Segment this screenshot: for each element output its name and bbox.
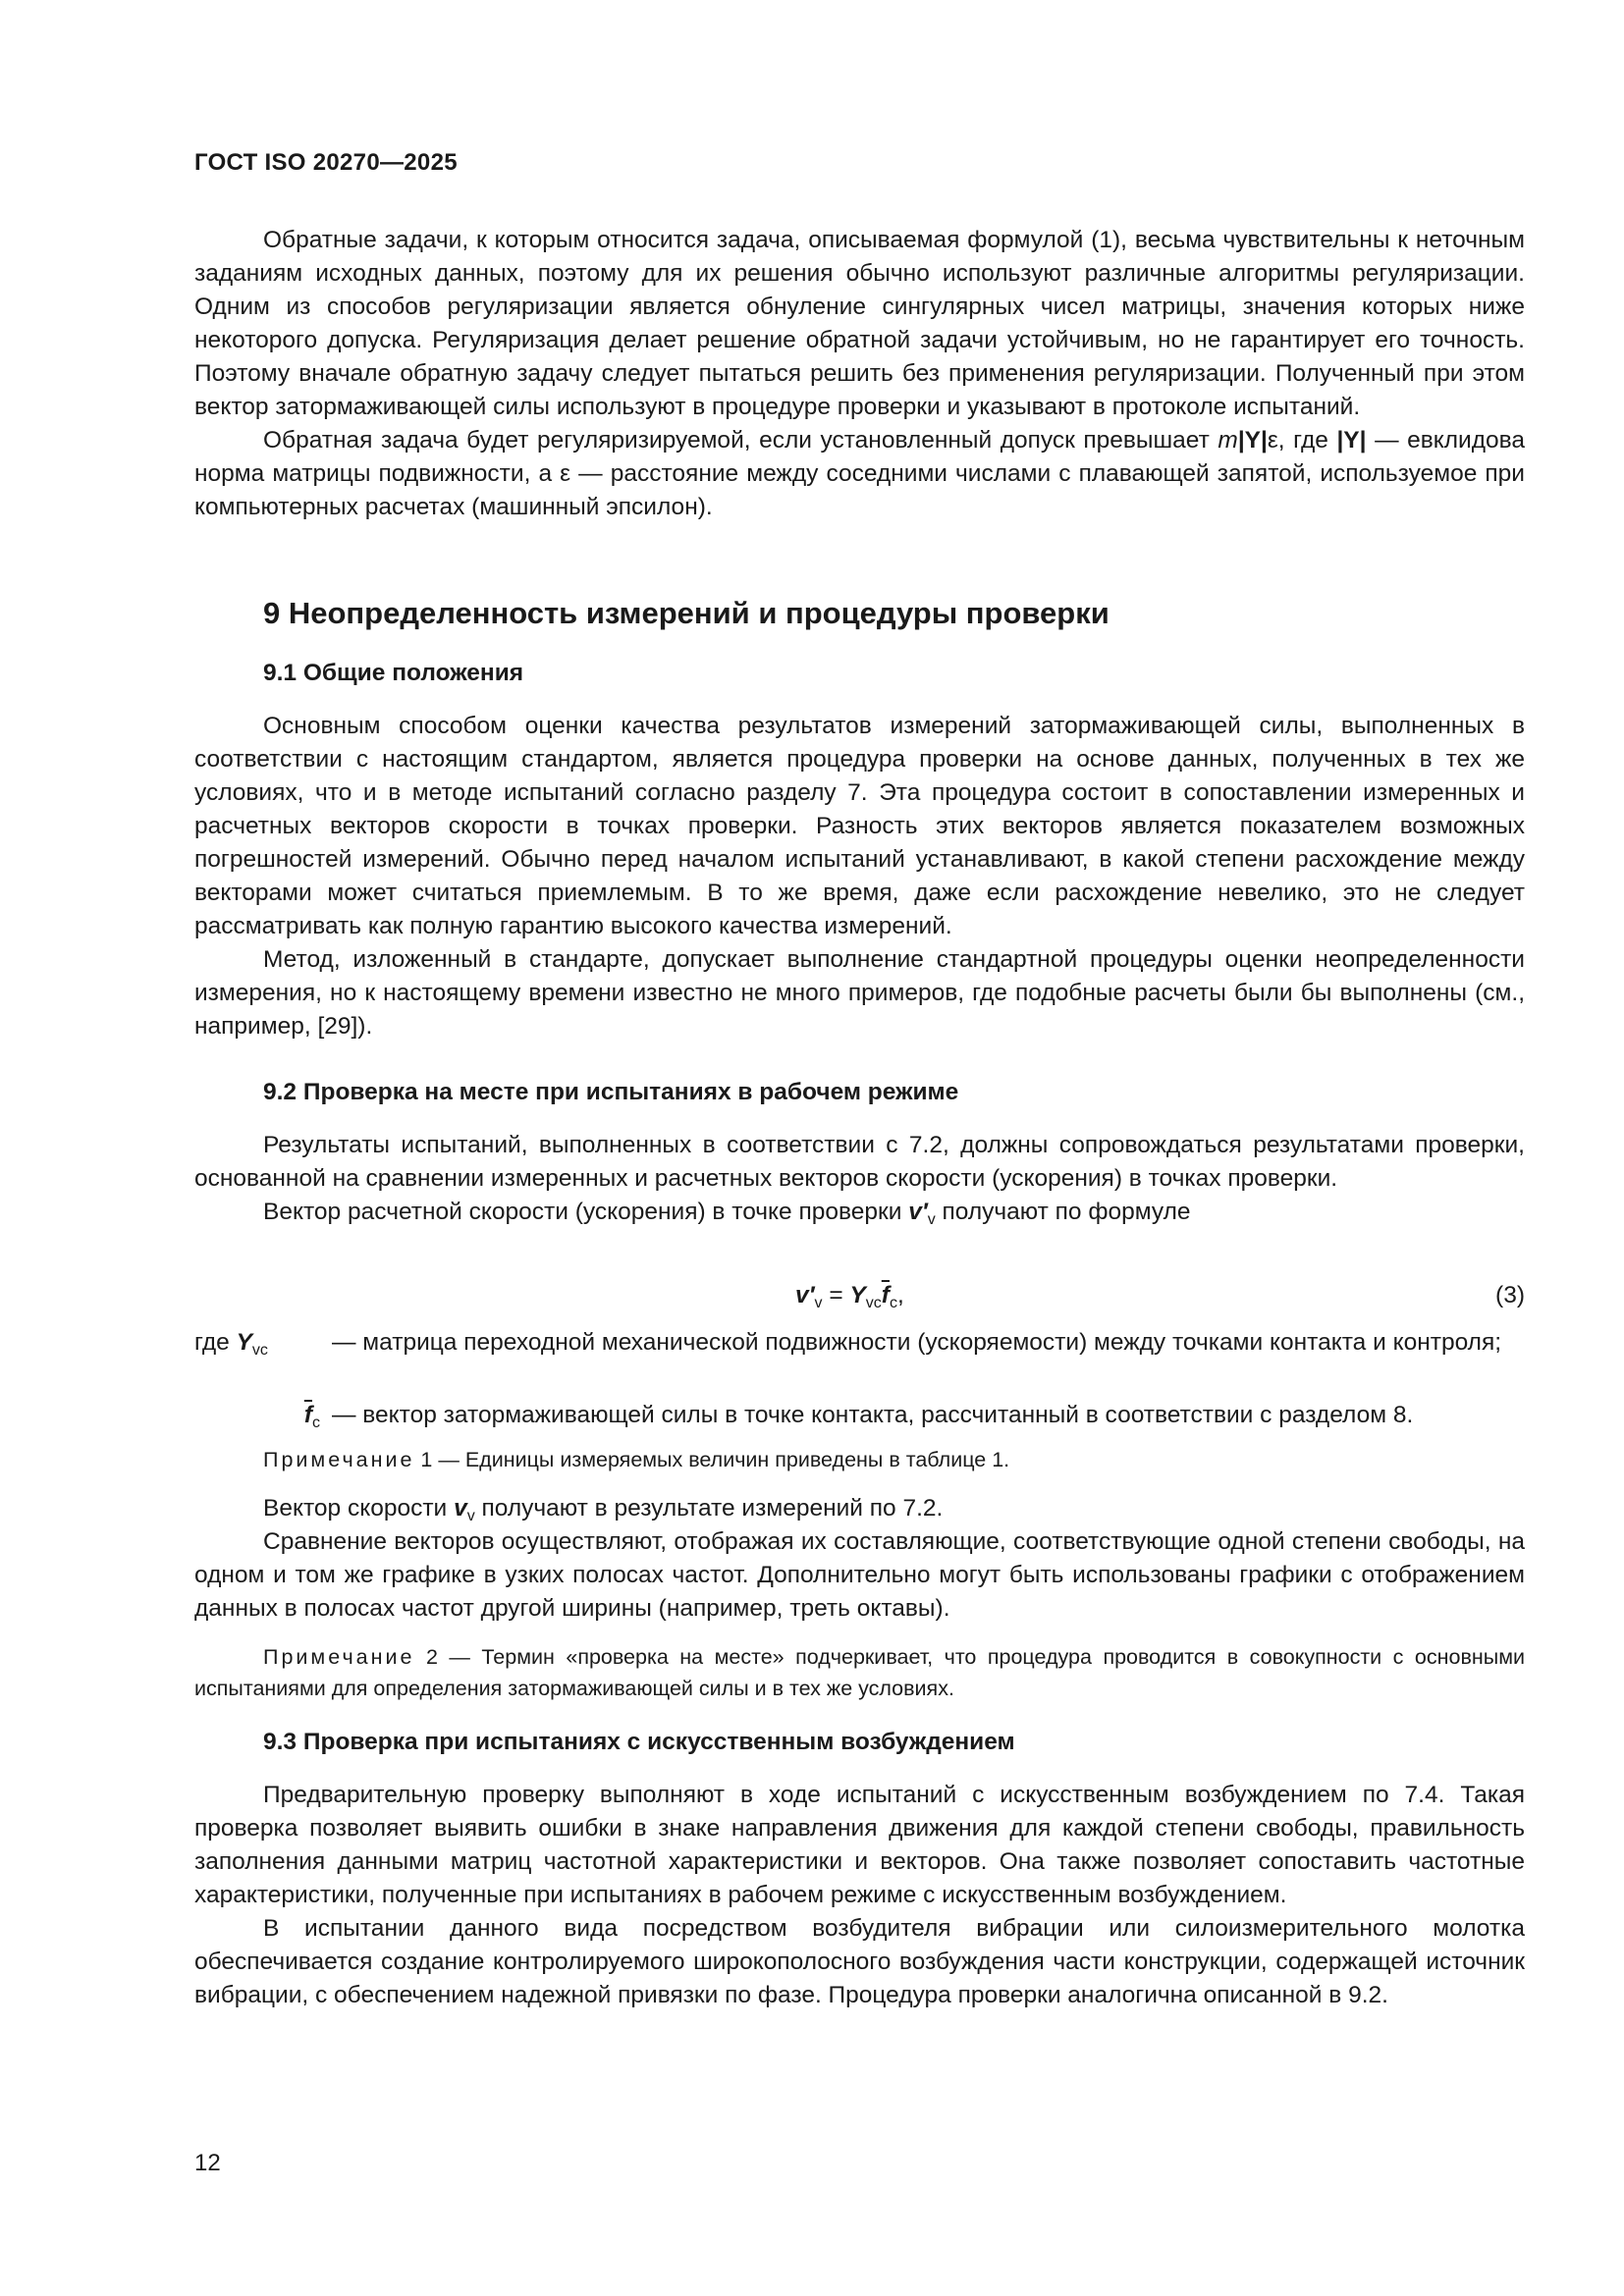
paragraph: Обратная задача будет регуляризируемой, если установленный допуск превышает m|Y|ε, где |Y| — евклидова норма матрицы подвижности, а ε — расстояние между соседними числами с плавающей запятой, используемое при компьютерных расчетах (машинный эпсилон). — [194, 427, 1526, 520]
section-9-3-block — [194, 1779, 1525, 2012]
formula-expression: $v'_v = Y_{vc}\overline{f}_c$, — [795, 1282, 904, 1311]
section-9-1-block — [194, 710, 1525, 1043]
where-item: $\overline{f}_c$ — вектор затормаживающей силы в точке контакта, рассчитанный в соответствии с разделом 8. — [303, 1402, 1414, 1431]
formula-number: (3) — [1495, 1282, 1525, 1308]
paragraph: Обратные задачи, к которым относится задача, описываемая формулой (1), весьма чувствительны к неточным заданиям исходных данных, поэтому для их решения обычно используют различные алгоритмы регуляризации. Одним из способов регуляризации является обнуление сингулярных чисел матрицы, значения которых ниже некоторого допуска. Регуляризация делает решение обратной задачи устойчивым, но не гарантирует его точность. Поэтому вначале обратную задачу следует пытаться решить без применения регуляризации. Полученный при этом вектор затормаживающей силы используют в процедуре проверки и указывают в протоколе испытаний. — [194, 227, 1525, 420]
paragraph: Сравнение векторов осуществляют, отображая их составляющие, соответствующие одной степени свободы, на одном и том же графике в узких полосах частот. Дополнительно могут быть использованы графики с отображением данных в полосах частот другой ширины (например, треть октавы). — [194, 1528, 1525, 1622]
section-9-2-cont — [194, 1492, 1525, 1626]
document-page — [194, 0, 1525, 2296]
subsection-heading: 9.1 Общие положения — [263, 660, 524, 686]
note-2: Примечание 2 — Термин «проверка на месте» подчеркивает, что процедура проводится в совокупности с основными испытаниями для определения затормаживающей силы и в тех же условиях. — [194, 1645, 1525, 1700]
subsection-heading: 9.3 Проверка при испытаниях с искусственным возбуждением — [263, 1729, 1015, 1755]
matrix-norm: |Y| — [1336, 427, 1367, 454]
note-1: Примечание 1 — Единицы измеряемых величин приведены в таблице 1. — [263, 1448, 1010, 1471]
section-9-2-block — [194, 1129, 1525, 1229]
page-number: 12 — [194, 2150, 221, 2176]
paragraph: Метод, изложенный в стандарте, допускает выполнение стандартной процедуры оценки неопределенности измерения, но к настоящему времени известно не много примеров, где подобные расчеты были бы выполнены (см., например, [29]). — [194, 946, 1525, 1040]
formula-3 — [194, 1279, 1525, 1312]
paragraph: Предварительную проверку выполняют в ходе испытаний с искусственным возбуждением по 7.4. Такая проверка позволяет выявить ошибки в знаке направления движения для каждой степени свободы, правильность заполнения данными матриц частотной характеристики и векторов. Она также позволяет сопоставить частотные характеристики, полученные при испытаниях в рабочем режиме с искусственным возбуждением. — [194, 1782, 1525, 1908]
subsection-heading: 9.2 Проверка на месте при испытаниях в рабочем режиме — [263, 1079, 959, 1105]
paragraph: Результаты испытаний, выполненных в соответствии с 7.2, должны сопровождаться результатами проверки, основанной на сравнении измеренных и расчетных векторов скорости (ускорения) в точках проверки. — [194, 1132, 1525, 1192]
paragraph: Вектор скорости $v_v$ получают в результате измерений по 7.2. — [263, 1495, 944, 1524]
intro-block — [194, 224, 1525, 524]
matrix-norm: |Y| — [1237, 427, 1268, 454]
document-header: ГОСТ ISO 20270—2025 — [194, 149, 458, 176]
where-item: где $Y_{vc}$ — матрица переходной механической подвижности (ускоряемости) между точками контакта и контроля; — [194, 1329, 1502, 1359]
section-heading: 9 Неопределенность измерений и процедуры проверки — [263, 596, 1110, 630]
paragraph: Основным способом оценки качества результатов измерений затормаживающей силы, выполненных в соответствии с настоящим стандартом, является процедура проверки на основе данных, полученных в тех же условиях, что и в методе испытаний согласно разделу 7. Эта процедура состоит в сопоставлении измеренных и расчетных векторов скорости в точках проверки. Разность этих векторов является показателем возможных погрешностей измерений. Обычно перед началом испытаний устанавливают, в какой степени расхождение между векторами может считаться приемлемым. В то же время, даже если расхождение невелико, это не следует рассматривать как полную гарантию высокого качества измерений. — [194, 713, 1525, 939]
paragraph: В испытании данного вида посредством возбудителя вибрации или силоизмерительного молотка обеспечивается создание контролируемого широкополосного возбуждения части конструкции, содержащей источник вибрации, с обеспечением надежной привязки по фазе. Процедура проверки аналогична описанной в 9.2. — [194, 1915, 1525, 2008]
paragraph: Вектор расчетной скорости (ускорения) в точке проверки $v'_v$ получают по формуле — [263, 1199, 1191, 1228]
